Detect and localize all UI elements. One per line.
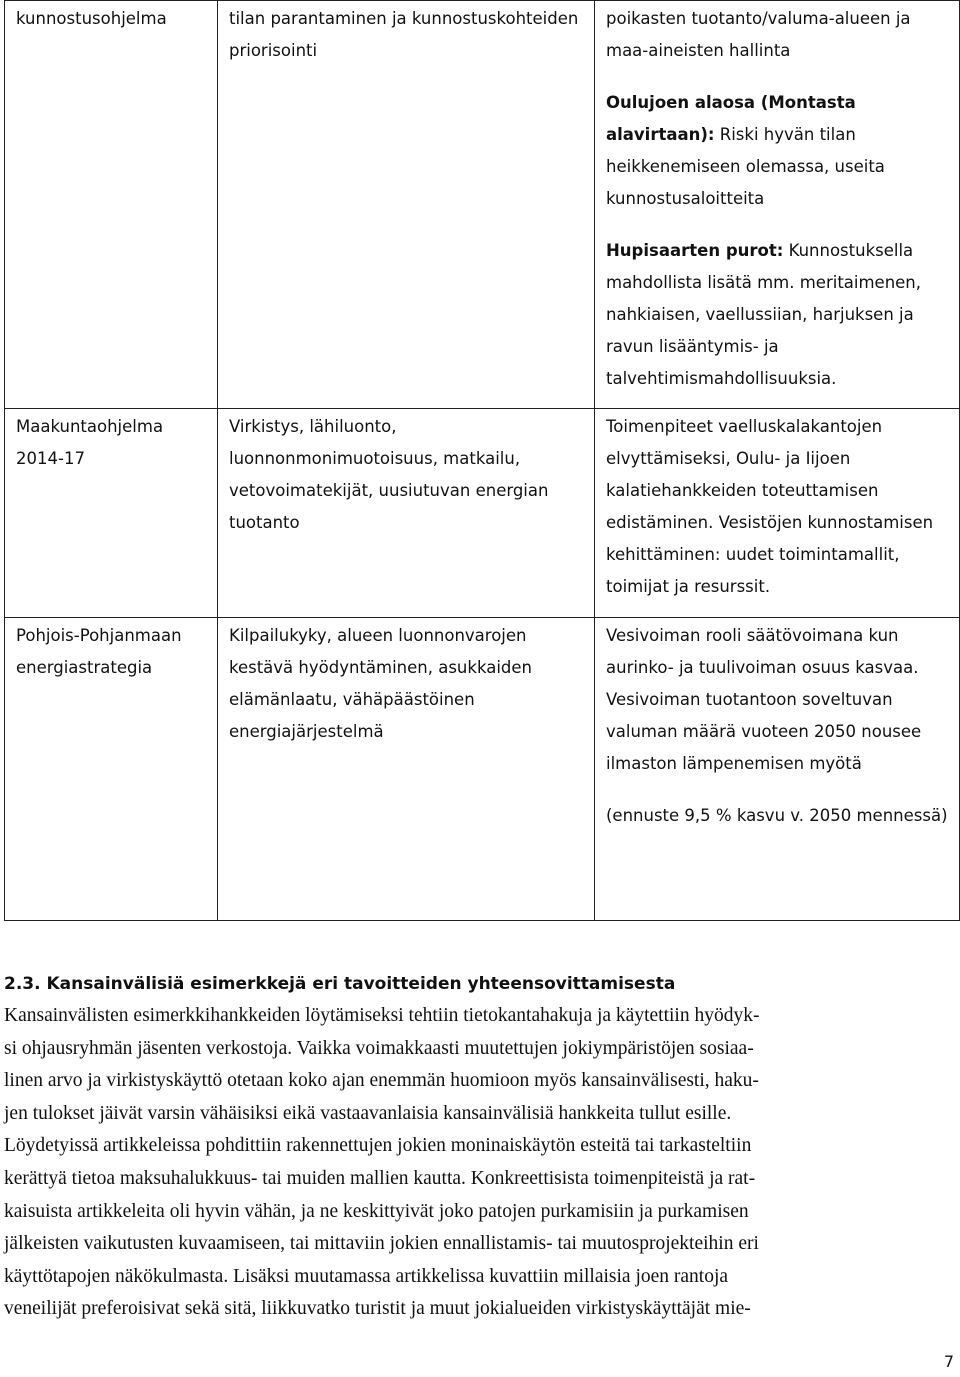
detail-lead: Hupisaarten purot: [606, 241, 784, 260]
body-line: käyttötapojen näkökulmasta. Lisäksi muutamassa artikkelissa kuvattiin millaisia joen rantoja [4, 1265, 729, 1287]
detail-lead: Oulujoen alaosa (Montasta alavirtaan): [606, 93, 856, 144]
table-cell-details [595, 618, 960, 921]
detail-block [606, 87, 949, 215]
body-line: Kansainvälisten esimerkkihankkeiden löytämiseksi tehtiin tietokantahakuja ja käytettiin hyödyk- [4, 1005, 760, 1026]
table-cell-details [595, 1, 960, 409]
table-row [5, 409, 960, 618]
table-cell-program [5, 618, 218, 921]
cell-text: poikasten tuotanto/valuma-alueen ja maa-aineisten hallinta [606, 9, 911, 60]
body-line: veneilijät preferoisivat sekä sitä, liikkuvatko turistit ja muut jokialueiden virkistyskäyttäjät mie- [4, 1298, 751, 1320]
body-line: linen arvo ja virkistyskäyttö otetaan koko ajan enemmän huomioon myös kansainvälisesti, haku- [4, 1070, 759, 1092]
table-cell-details [595, 409, 960, 618]
section-number: 2.3. [4, 974, 41, 994]
body-line: kaisuista artikkeleita oli hyvin vähän, ja ne keskittyivät joko patojen purkamisiin ja purkamisen [4, 1200, 749, 1222]
cell-text: tilan parantaminen ja kunnostuskohteiden priorisointi [229, 9, 579, 60]
table-cell-program [5, 1, 218, 409]
cell-text: kunnostusohjelma [16, 9, 167, 28]
body-line: si ohjausryhmän jäsenten verkostoja. Vaikka voimakkaasti muutettujen jokiympäristöjen sosiaa- [4, 1037, 754, 1059]
cell-text: Virkistys, lähiluonto, luonnonmonimuotoisuus, matkailu, vetovoimatekijät, uusiutuvan energian tuotanto [229, 417, 549, 532]
body-line: jen tulokset jäivät varsin vähäisiksi eikä vastaavanlaisia kansainvälisiä hankkeita tullut esille. [4, 1102, 732, 1124]
body-line: kerättyä tietoa maksuhalukkuus- tai muiden mallien kautta. Konkreettisista toimenpiteistä ja rat- [4, 1167, 756, 1189]
cell-text: Kilpailukyky, alueen luonnonvarojen kestävä hyödyntäminen, asukkaiden elämänlaatu, vähäpäästöinen energiajärjestelmä [229, 626, 532, 741]
detail-text: Riski hyvän tilan heikkenemiseen olemassa, useita kunnostusaloitteita [606, 125, 885, 208]
table-cell-program [5, 409, 218, 618]
table-cell-goals [218, 618, 595, 921]
detail-text: Kunnostuksella mahdollista lisätä mm. meritaimenen, nahkiaisen, vaellussiian, harjuksen ja ravun lisääntymis- ja talvehtimismahdollisuuksia. [606, 241, 922, 388]
section-title: Kansainvälisiä esimerkkejä eri tavoitteiden yhteensovittamisesta [46, 974, 676, 994]
cell-text: Toimenpiteet vaelluskalakantojen elvyttämiseksi, Oulu- ja Iijoen kalatiehankkeiden toteuttamisen edistäminen. Vesistöjen kunnostamisen kehittäminen: uudet toimintamallit, toimijat ja resurssit. [606, 417, 934, 596]
table-cell-goals [218, 1, 595, 409]
cell-text: 2014-17 [16, 449, 85, 468]
cell-text: Maakuntaohjelma [16, 417, 164, 436]
page-number: 7 [943, 1352, 954, 1371]
table-row [5, 1, 960, 409]
policy-table [4, 0, 960, 921]
body-line: jälkeisten vaikutusten kuvaamiseen, tai mittaviin jokien ennallistamis- tai muutosprojekteihin eri [4, 1233, 759, 1255]
body-line: Löydetyissä artikkeleissa pohdittiin rakennettujen jokien moninaiskäytön esteitä tai tarkasteltiin [4, 1135, 752, 1157]
cell-note: (ennuste 9,5 % kasvu v. 2050 mennessä) [606, 806, 948, 825]
table-row [5, 618, 960, 921]
section-heading [4, 968, 954, 1000]
cell-text: Pohjois-Pohjanmaan energiastrategia [16, 626, 182, 677]
table-cell-goals [218, 409, 595, 618]
detail-block [606, 235, 949, 395]
section-2-3 [4, 968, 954, 1326]
section-body [4, 1000, 954, 1326]
cell-text: Vesivoiman rooli säätövoimana kun aurinko- ja tuulivoiman osuus kasvaa. Vesivoiman tuotantoon soveltuvan valuman määrä vuoteen 2050 nousee ilmaston lämpenemisen myötä [606, 626, 922, 773]
